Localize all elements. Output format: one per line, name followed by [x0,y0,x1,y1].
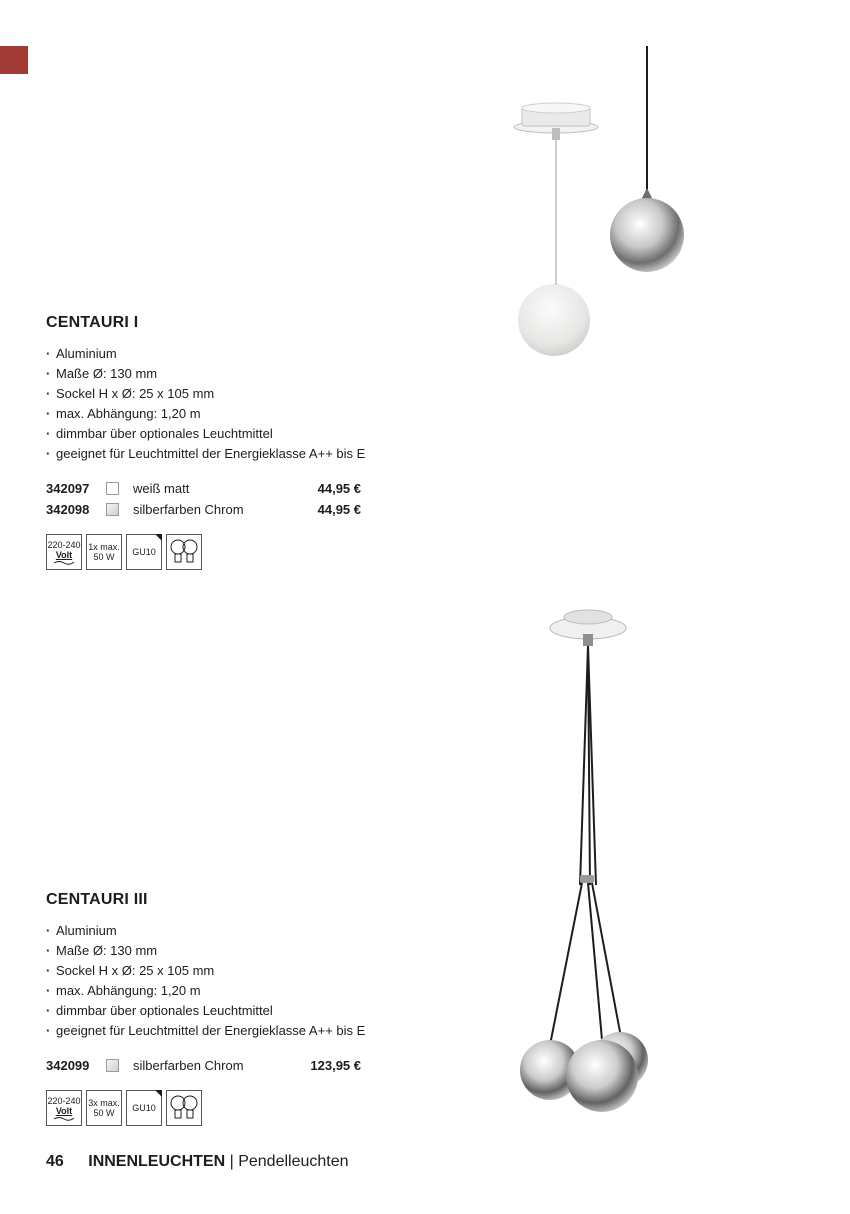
page-number: 46 [46,1153,64,1170]
socket-type: GU10 [132,547,156,557]
socket-icon [126,534,162,570]
spec-icon-row [46,1090,376,1126]
ac-wave-icon [53,560,75,565]
voltage-range: 220-240 [47,539,81,550]
page-footer [46,1153,349,1171]
light-bulb-icon [167,535,201,569]
feature-item: · dimmbar über optionales Leuchtmittel [46,1001,376,1021]
color-swatch-chrome [106,1059,119,1072]
subsection-title: Pendelleuchten [238,1153,349,1170]
variant-row [46,499,376,520]
footer-separator: | [229,1153,234,1170]
article-number: 342099 [46,1058,90,1073]
voltage-icon [46,534,82,570]
feature-item: · Maße Ø: 130 mm [46,941,376,961]
feature-list [46,344,376,464]
variant-row [46,478,376,499]
bulb-count-icon [86,1090,122,1126]
voltage-unit: Volt [55,1105,73,1116]
article-number: 342097 [46,481,90,496]
socket-icon [126,1090,162,1126]
voltage-unit: Volt [55,549,73,560]
bulb-count: 3x max. [88,1098,120,1108]
centauri-1-product-photo [500,40,700,370]
variant-color: silberfarben Chrom [133,502,244,517]
product-centauri-3 [46,891,376,1126]
section-title: INNENLEUCHTEN [88,1153,226,1170]
feature-item: · Maße Ø: 130 mm [46,364,376,384]
light-bulb-icon [167,1091,201,1125]
spec-icon-row [46,534,376,570]
feature-item: · Sockel H x Ø: 25 x 105 mm [46,961,376,981]
product-title: CENTAURI I [46,314,139,331]
feature-item: · geeignet für Leuchtmittel der Energieklasse A++ bis E [46,1021,376,1041]
variant-price: 44,95 € [317,502,361,517]
centauri-3-product-photo [510,600,660,1115]
feature-item: · dimmbar über optionales Leuchtmittel [46,424,376,444]
article-number: 342098 [46,502,90,517]
color-swatch-chrome [106,503,119,516]
product-title: CENTAURI III [46,891,148,908]
feature-item: · max. Abhängung: 1,20 m [46,981,376,1001]
feature-list [46,921,376,1041]
variant-color: silberfarben Chrom [133,1058,244,1073]
bulb-type-icon [166,534,202,570]
bulb-wattage: 50 W [93,552,115,562]
variant-price: 123,95 € [310,1058,361,1073]
feature-item: · Sockel H x Ø: 25 x 105 mm [46,384,376,404]
bulb-wattage: 50 W [93,1108,115,1118]
feature-item: · geeignet für Leuchtmittel der Energieklasse A++ bis E [46,444,376,464]
socket-type: GU10 [132,1103,156,1113]
product-centauri-1 [46,314,376,570]
voltage-icon [46,1090,82,1126]
feature-item: · Aluminium [46,921,376,941]
variant-table [46,478,376,520]
ac-wave-icon [53,1116,75,1121]
bulb-count-icon [86,534,122,570]
color-swatch-white [106,482,119,495]
variant-color: weiß matt [133,481,190,496]
bulb-count: 1x max. [88,542,120,552]
corner-accent-tab [0,46,28,74]
variant-row [46,1055,376,1076]
variant-price: 44,95 € [317,481,361,496]
bulb-type-icon [166,1090,202,1126]
feature-item: · Aluminium [46,344,376,364]
voltage-range: 220-240 [47,1095,81,1106]
feature-item: · max. Abhängung: 1,20 m [46,404,376,424]
variant-table [46,1055,376,1076]
